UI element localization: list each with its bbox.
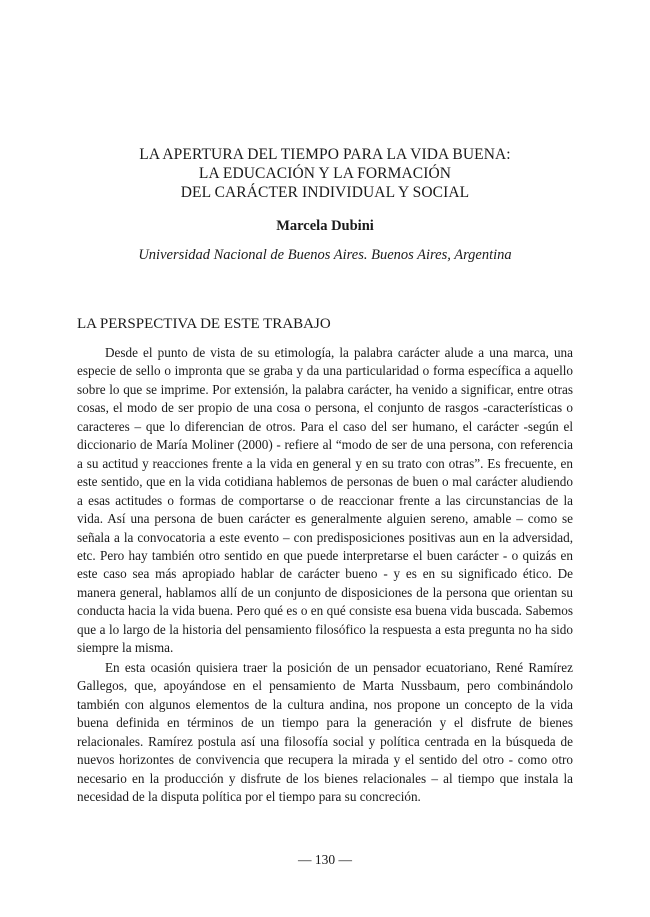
- body-paragraph-1: Desde el punto de vista de su etimología, la palabra carácter alude a una marca, una especie de sello o impronta que se graba y da una particularidad o forma específica a aquello sobre lo que se imprime. Por extensión, la palabra carácter, ha venido a significar, entre otras cosas, el modo de ser propio de una cosa o persona, el conjunto de rasgos -características o caracteres – que lo diferencian de otros. Para el caso del ser humano, el carácter -según el diccionario de María Moliner (2000) - refiere al “modo de ser de una persona, con referencia a su actitud y reacciones frente a la vida en general y en su trato con otras”. Es frecuente, en este sentido, que en la vida cotidiana hablemos de personas de buen o mal carácter aludiendo a esas actitudes o formas de comportarse o de reaccionar frente a las circunstancias de la vida. Así una persona de buen carácter es generalmente alguien sereno, amable – como se señala a la convocatoria a este evento – con predisposiciones positivas aun en la adversidad, etc. Pero hay también otro sentido en que puede interpretarse el buen carácter - o quizás en este caso sea más apropiado hablar de carácter bueno - y es en su significado ético. De manera general, hablamos allí de un conjunto de disposiciones de la persona que orientan su conducta hacia la vida buena. Pero qué es o en qué consiste esa buena vida buscada. Sabemos que a lo largo de la historia del pensamiento filosófico la respuesta a esta pregunta no ha sido siempre la misma.: [77, 345, 573, 656]
- paper-title: [70, 145, 580, 202]
- title-line-2: LA EDUCACIÓN Y LA FORMACIÓN: [198, 165, 452, 182]
- section-heading: LA PERSPECTIVA DE ESTE TRABAJO: [77, 316, 331, 332]
- author-name: Marcela Dubini: [276, 218, 374, 234]
- title-line-3: DEL CARÁCTER INDIVIDUAL Y SOCIAL: [180, 184, 470, 201]
- author-affiliation: Universidad Nacional de Buenos Aires. Buenos Aires, Argentina: [138, 247, 512, 263]
- page-number: — 130 —: [298, 852, 352, 867]
- body-paragraph-2: En esta ocasión quisiera traer la posición de un pensador ecuatoriano, René Ramírez Gallegos, que, apoyándose en el pensamiento de Marta Nussbaum, pero combinándolo también con algunos elementos de la cultura andina, nos propone un concepto de la vida buena definida en términos de un tiempo para la generación y el disfrute de bienes relacionales. Ramírez postula así una filosofía social y política centrada en la búsqueda de nuevos horizontes de convivencia que recupera la mirada y el sentido del otro - como otro necesario en la producción y disfrute de los bienes relacionales – al tiempo que instala la necesidad de la disputa política por el tiempo para su concreción.: [77, 660, 573, 805]
- title-line-1: LA APERTURA DEL TIEMPO PARA LA VIDA BUENA:: [139, 146, 511, 163]
